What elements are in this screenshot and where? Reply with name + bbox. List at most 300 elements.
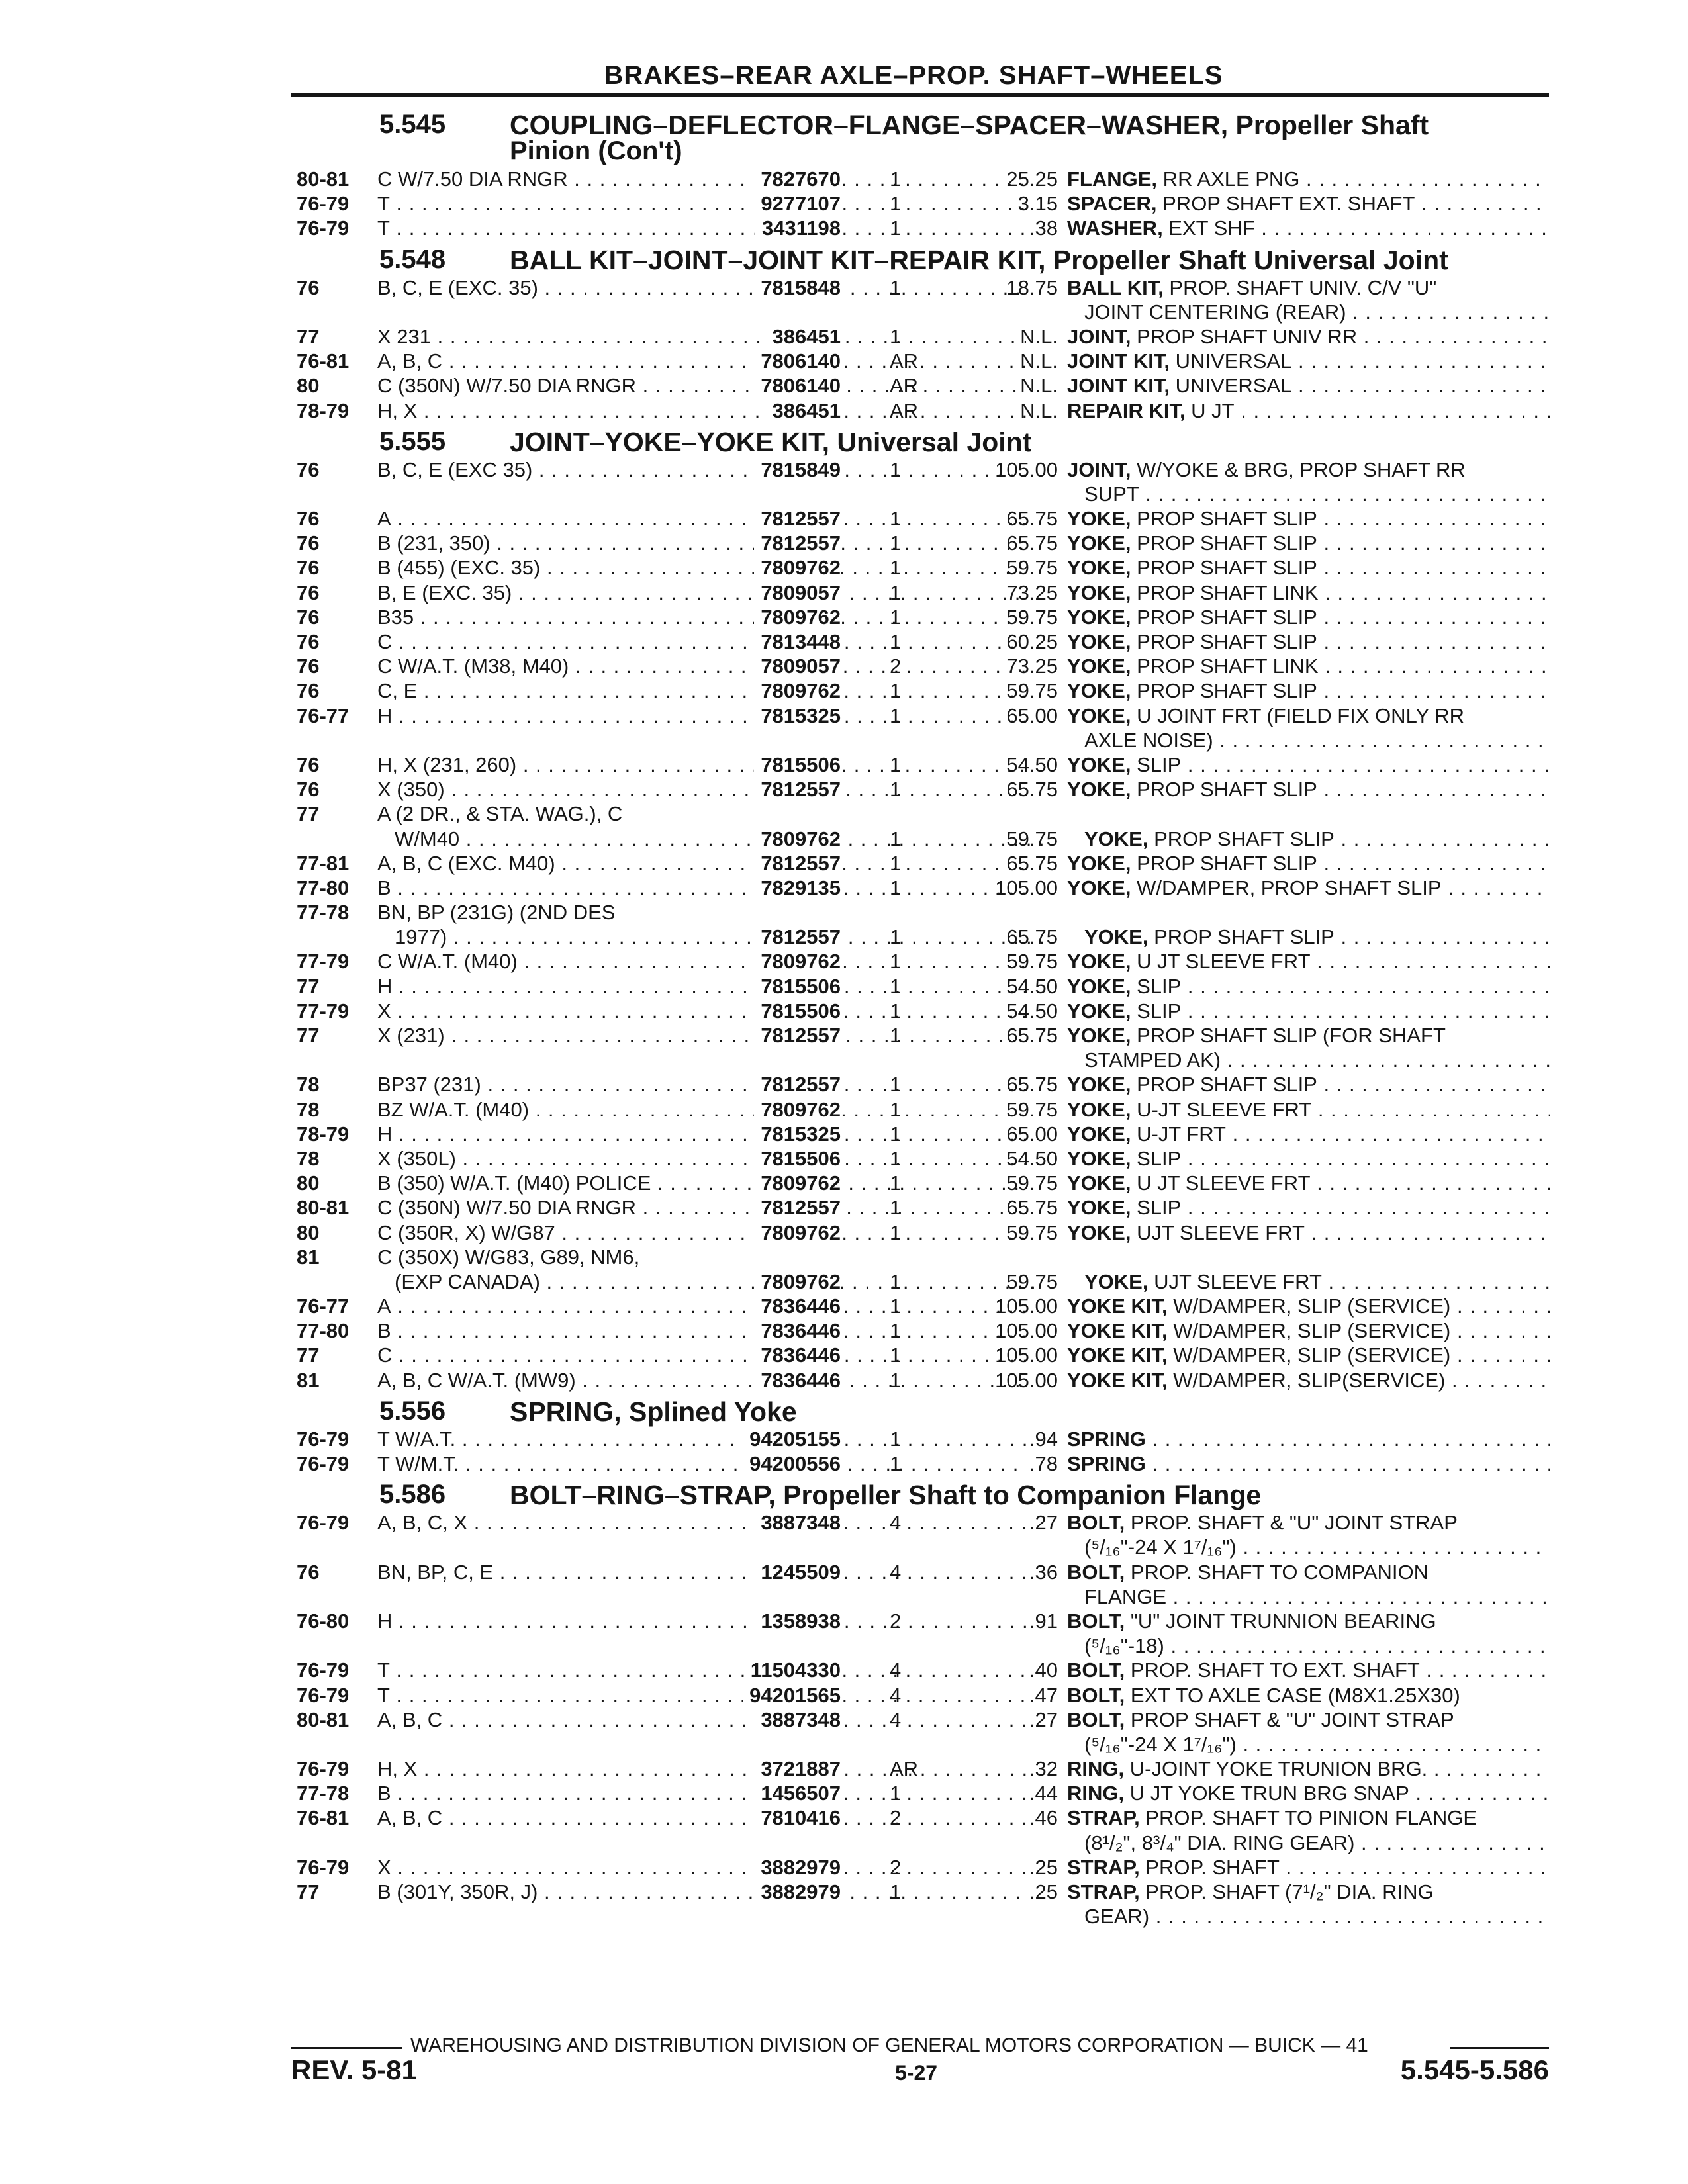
list-item xyxy=(297,1805,1554,1830)
list-item xyxy=(297,1756,1554,1781)
description-keyword: BOLT, xyxy=(1067,1511,1125,1535)
description-text: SUPT xyxy=(1084,482,1139,506)
description-keyword: YOKE, xyxy=(1067,1073,1131,1097)
list-item xyxy=(297,777,1554,801)
section-title-bold: SPRING, xyxy=(510,1396,622,1427)
description-text: STAMPED AK) xyxy=(1084,1048,1221,1072)
section-title-bold: JOINT–YOKE–YOKE KIT, xyxy=(510,426,830,457)
part-description xyxy=(1067,1683,1550,1707)
description-keyword: YOKE, xyxy=(1067,950,1131,974)
model-application: C (350N) W/7.50 DIA RNGR . . . xyxy=(377,373,1026,398)
part-description xyxy=(1084,925,1550,949)
description-keyword: YOKE KIT, xyxy=(1067,1343,1168,1367)
quantity: 2 xyxy=(890,1609,902,1633)
part-description xyxy=(1084,1732,1550,1756)
part-description xyxy=(1067,949,1550,974)
description-keyword: YOKE, xyxy=(1067,630,1131,653)
part-description xyxy=(1067,216,1550,240)
model-year: 76-79 xyxy=(297,1659,350,1682)
description-text: PROP SHAFT SLIP xyxy=(1148,925,1335,949)
part-number: 7809762 xyxy=(754,678,841,703)
footer-division: WAREHOUSING AND DISTRIBUTION DIVISION OF GENERAL MOTORS CORPORATION — BUICK — 41 xyxy=(410,2034,1368,2056)
model-application: T . . . xyxy=(377,1683,1026,1707)
price: 54.50 xyxy=(1006,974,1058,998)
list-item xyxy=(297,1318,1554,1343)
description-keyword: RING, xyxy=(1067,1757,1125,1781)
quantity: 1 xyxy=(890,1368,902,1392)
part-description xyxy=(1067,1220,1550,1245)
list-item xyxy=(297,1707,1554,1732)
model-application: C, E . . . xyxy=(377,678,1026,703)
section-title xyxy=(510,1396,797,1428)
price: .78 xyxy=(1029,1452,1058,1475)
description-text: SLIP xyxy=(1131,752,1182,776)
description-keyword: YOKE, xyxy=(1067,851,1131,875)
description-text: GEAR) xyxy=(1084,1905,1150,1929)
model-year: 77 xyxy=(297,1880,320,1903)
part-description xyxy=(1067,373,1550,398)
model-application: B . . . xyxy=(377,1781,1026,1805)
model-application: 1977) . . . xyxy=(395,925,1043,949)
list-item-continuation xyxy=(297,1633,1554,1658)
list-item-continuation xyxy=(297,1831,1554,1855)
page-number: 5-27 xyxy=(895,2061,938,2085)
part-description xyxy=(1067,1855,1550,1880)
model-year: 76-77 xyxy=(297,1295,350,1318)
description-keyword: YOKE, xyxy=(1067,1171,1131,1195)
model-application: C W/A.T. (M40) . . . xyxy=(377,949,1026,974)
quantity: 1 xyxy=(890,1073,902,1097)
description-keyword: YOKE, xyxy=(1067,1122,1131,1146)
part-number: 7810416 xyxy=(754,1805,841,1830)
model-year: 80-81 xyxy=(297,167,350,191)
model-application: B (455) (EXC. 35) . . . xyxy=(377,555,1026,580)
list-item xyxy=(297,555,1554,580)
description-text: U JT YOKE TRUN BRG SNAP xyxy=(1124,1782,1409,1805)
section-title-rest: Propeller Shaft xyxy=(1228,110,1429,140)
description-text: UNIVERSAL xyxy=(1170,349,1292,373)
list-item-continuation xyxy=(297,1048,1554,1072)
part-number: 7815506 xyxy=(754,1146,841,1171)
description-keyword: YOKE, xyxy=(1067,1146,1131,1170)
description-keyword: YOKE, xyxy=(1067,1220,1131,1244)
model-application: A, B, C (EXC. M40) . . . xyxy=(377,851,1026,876)
quantity: 1 xyxy=(890,1122,902,1146)
quantity: AR xyxy=(890,349,919,373)
model-year: 81 xyxy=(297,1368,320,1392)
description-keyword: YOKE, xyxy=(1067,580,1131,604)
model-year: 77 xyxy=(297,802,320,826)
price: 65.75 xyxy=(1006,1196,1058,1220)
section-title xyxy=(510,427,1031,458)
model-application: T . . . xyxy=(377,216,1026,240)
list-item xyxy=(297,1510,1554,1535)
model-application: H . . . xyxy=(377,974,1026,999)
price: 59.75 xyxy=(1006,679,1058,703)
description-text: PROP. SHAFT & "U" JOINT STRAP xyxy=(1125,1511,1458,1535)
list-item xyxy=(297,1122,1554,1146)
description-keyword: YOKE KIT, xyxy=(1067,1368,1168,1392)
model-year: 80 xyxy=(297,374,320,398)
part-description xyxy=(1067,324,1550,349)
price: .44 xyxy=(1029,1782,1058,1805)
description-keyword: BALL KIT, xyxy=(1067,275,1164,299)
model-year: 76 xyxy=(297,531,320,555)
price: 105.00 xyxy=(995,1319,1058,1343)
section-title xyxy=(510,1480,1261,1511)
price: .25 xyxy=(1029,1880,1058,1903)
list-item-continuation xyxy=(297,925,1554,949)
price: 60.25 xyxy=(1006,630,1058,653)
model-application: C (350N) W/7.50 DIA RNGR . . . xyxy=(377,1195,1026,1220)
part-description xyxy=(1067,531,1550,555)
model-application: H, X . . . xyxy=(377,1756,1026,1781)
part-number: 7829135 xyxy=(754,876,841,900)
quantity: 1 xyxy=(890,630,902,653)
part-number: 3431198 xyxy=(755,216,841,240)
price: 65.75 xyxy=(1006,1024,1058,1047)
quantity: 1 xyxy=(890,192,902,216)
part-number: 7836446 xyxy=(754,1368,841,1392)
price: 65.75 xyxy=(1006,1073,1058,1097)
model-year: 76-79 xyxy=(297,1855,350,1879)
part-description xyxy=(1067,1451,1550,1476)
section-title xyxy=(510,245,1448,276)
description-text: AXLE NOISE) xyxy=(1084,728,1213,752)
description-text: U-JT SLEEVE FRT xyxy=(1131,1097,1312,1121)
part-number: 94201565 xyxy=(743,1683,841,1707)
model-year: 76 xyxy=(297,630,320,653)
list-item xyxy=(297,1560,1554,1584)
part-description xyxy=(1067,1368,1550,1392)
quantity: 1 xyxy=(890,752,902,776)
model-application: X (231) . . . xyxy=(377,1023,1026,1048)
description-keyword: YOKE, xyxy=(1067,974,1131,998)
model-application: B35 . . . xyxy=(377,605,1026,629)
price: 65.75 xyxy=(1006,778,1058,801)
model-year: 76 xyxy=(297,1560,320,1584)
description-text: SLIP xyxy=(1131,974,1182,998)
model-application: B, C, E (EXC. 35) . . . xyxy=(377,275,1026,300)
part-description xyxy=(1067,1756,1550,1781)
price: .36 xyxy=(1029,1560,1058,1584)
list-item xyxy=(297,1097,1554,1122)
part-number: 7815506 xyxy=(754,752,841,777)
description-text: W/DAMPER, SLIP (SERVICE) xyxy=(1167,1343,1451,1367)
price: 59.75 xyxy=(1006,827,1058,850)
part-description xyxy=(1067,1171,1550,1195)
model-year: 78 xyxy=(297,1146,320,1170)
part-description xyxy=(1067,580,1550,605)
part-number: 1245509 xyxy=(754,1560,841,1584)
footer-rule-left xyxy=(291,2047,402,2049)
description-text: (⁵/₁₆"-24 X 1⁷/₁₆") xyxy=(1084,1535,1237,1559)
description-keyword: YOKE, xyxy=(1067,704,1131,727)
model-application: BN, BP (231G) (2ND DES xyxy=(377,901,616,925)
list-item-continuation xyxy=(297,1584,1554,1609)
quantity: 1 xyxy=(890,167,902,191)
description-keyword: STRAP, xyxy=(1067,1806,1140,1830)
part-number: 386451 xyxy=(766,324,841,349)
list-item xyxy=(297,531,1554,555)
model-year: 76 xyxy=(297,679,320,703)
list-item xyxy=(297,1146,1554,1171)
description-text: U JT SLEEVE FRT xyxy=(1131,1171,1311,1195)
list-item xyxy=(297,1294,1554,1318)
part-number: 7809762 xyxy=(754,949,841,974)
part-description xyxy=(1067,777,1550,801)
model-application: A (2 DR., & STA. WAG.), C xyxy=(377,802,623,826)
description-text: PROP SHAFT SLIP xyxy=(1148,827,1335,850)
quantity: 1 xyxy=(890,851,902,875)
list-item xyxy=(297,506,1554,531)
model-application: C W/7.50 DIA RNGR . . . xyxy=(377,167,1026,191)
part-description xyxy=(1084,1269,1550,1294)
section-number: 5.548 xyxy=(379,244,446,274)
model-year: 77-78 xyxy=(297,901,350,925)
model-year: 76-79 xyxy=(297,192,350,216)
model-application: T . . . xyxy=(377,191,1026,216)
model-application: A, B, C W/A.T. (MW9) . . . xyxy=(377,1368,1026,1392)
price: .27 xyxy=(1029,1511,1058,1535)
part-number: 94200556 xyxy=(743,1451,841,1476)
model-application: X . . . xyxy=(377,1855,1026,1880)
price: 54.50 xyxy=(1006,999,1058,1023)
quantity: 2 xyxy=(890,655,902,678)
section-number: 5.556 xyxy=(379,1396,446,1426)
quantity: 1 xyxy=(890,216,902,240)
part-description xyxy=(1067,1805,1550,1830)
model-year: 76-79 xyxy=(297,1757,350,1781)
list-item xyxy=(297,191,1554,216)
section-heading xyxy=(297,1392,1554,1427)
description-keyword: YOKE, xyxy=(1067,531,1131,555)
model-year: 80-81 xyxy=(297,1196,350,1220)
description-keyword: YOKE, xyxy=(1084,1269,1149,1293)
part-number: 1456507 xyxy=(754,1781,841,1805)
part-description xyxy=(1084,300,1550,324)
description-keyword: YOKE KIT, xyxy=(1067,1319,1168,1343)
description-text: PROP SHAFT & "U" JOINT STRAP xyxy=(1125,1707,1454,1731)
part-number: 7815849 xyxy=(754,457,841,482)
model-application: T . . . xyxy=(377,1658,1026,1682)
quantity: 4 xyxy=(890,1683,902,1707)
model-application: B . . . xyxy=(377,876,1026,900)
list-item xyxy=(297,216,1554,240)
page-title: BRAKES–REAR AXLE–PROP. SHAFT–WHEELS xyxy=(604,61,1223,90)
price: 105.00 xyxy=(995,1368,1058,1392)
part-number: 7815506 xyxy=(754,974,841,999)
model-year: 76 xyxy=(297,752,320,776)
quantity: 1 xyxy=(890,1196,902,1220)
quantity: 1 xyxy=(890,556,902,580)
quantity: 1 xyxy=(890,531,902,555)
model-application: X . . . xyxy=(377,999,1026,1023)
price: 59.75 xyxy=(1006,605,1058,629)
model-application: B . . . xyxy=(377,1318,1026,1343)
description-text: (8¹/₂", 8³/₄" DIA. RING GEAR) xyxy=(1084,1831,1355,1854)
list-item xyxy=(297,876,1554,900)
model-application: C . . . xyxy=(377,1343,1026,1367)
part-number: 7809762 xyxy=(754,555,841,580)
list-item xyxy=(297,974,1554,999)
part-number: 7836446 xyxy=(754,1318,841,1343)
part-description xyxy=(1067,605,1550,629)
section-title-bold: COUPLING–DEFLECTOR–FLANGE–SPACER–WASHER, xyxy=(510,110,1229,140)
description-keyword: JOINT, xyxy=(1067,457,1131,481)
quantity: 1 xyxy=(890,1024,902,1047)
model-year: 76 xyxy=(297,457,320,481)
part-description xyxy=(1067,1707,1550,1732)
quantity: 1 xyxy=(890,704,902,727)
quantity: 1 xyxy=(890,974,902,998)
price: .47 xyxy=(1029,1683,1058,1707)
part-number: 3721887 xyxy=(754,1756,841,1781)
list-item xyxy=(297,1781,1554,1805)
model-application: A, B, C . . . xyxy=(377,349,1026,373)
description-keyword: YOKE, xyxy=(1067,556,1131,580)
description-text: PROP. SHAFT TO PINION FLANGE xyxy=(1139,1806,1477,1830)
part-number: 7809762 xyxy=(754,827,841,851)
price: N.L. xyxy=(1020,374,1058,398)
model-application: H, X (231, 260) . . . xyxy=(377,752,1026,777)
description-text: UNIVERSAL xyxy=(1170,374,1292,398)
model-application: A . . . xyxy=(377,1294,1026,1318)
list-item xyxy=(297,373,1554,398)
list-item xyxy=(297,275,1554,300)
model-year: 77-81 xyxy=(297,851,350,875)
list-item xyxy=(297,457,1554,482)
description-keyword: STRAP, xyxy=(1067,1855,1140,1879)
model-year: 76-81 xyxy=(297,349,350,373)
description-text: PROP SHAFT SLIP (FOR SHAFT xyxy=(1131,1024,1446,1047)
price: 59.75 xyxy=(1006,1097,1058,1121)
model-year: 81 xyxy=(297,1245,320,1269)
quantity: 1 xyxy=(890,275,902,299)
description-text: PROP SHAFT SLIP xyxy=(1131,556,1317,580)
list-item xyxy=(297,1023,1554,1048)
description-keyword: WASHER, xyxy=(1067,216,1163,240)
quantity: 1 xyxy=(890,827,902,850)
description-text: SLIP xyxy=(1131,1146,1182,1170)
part-description xyxy=(1067,457,1550,482)
model-application: X (350L) . . . xyxy=(377,1146,1026,1171)
model-application: B, C, E (EXC 35) . . . xyxy=(377,457,1026,482)
part-description xyxy=(1067,1781,1550,1805)
model-application: H . . . xyxy=(377,704,1026,728)
part-number: 94205155 xyxy=(743,1427,841,1451)
part-number: 3882979 xyxy=(754,1880,841,1904)
model-application: BN, BP, C, E . . . xyxy=(377,1560,1026,1584)
model-year: 78-79 xyxy=(297,1122,350,1146)
model-application: T W/A.T. . . . xyxy=(377,1427,1026,1451)
model-application: W/M40 . . . xyxy=(395,827,1043,851)
quantity: 1 xyxy=(890,950,902,974)
part-description xyxy=(1084,1633,1550,1658)
description-keyword: SPRING xyxy=(1067,1452,1146,1475)
part-description xyxy=(1067,999,1550,1023)
description-keyword: FLANGE, xyxy=(1067,167,1158,191)
section-title-bold: BALL KIT–JOINT–JOINT KIT–REPAIR KIT, xyxy=(510,244,1046,275)
price: 65.00 xyxy=(1006,1122,1058,1146)
list-item-continuation xyxy=(297,827,1554,851)
part-number: 7809762 xyxy=(754,1097,841,1122)
description-text: PROP. SHAFT TO COMPANION xyxy=(1125,1560,1429,1584)
model-application: C (350R, X) W/G87 . . . xyxy=(377,1220,1026,1245)
model-year: 76-79 xyxy=(297,216,350,240)
model-application: B (350) W/A.T. (M40) POLICE . . . xyxy=(377,1171,1026,1195)
part-number: 7812557 xyxy=(754,777,841,801)
description-text: U JT xyxy=(1185,398,1235,422)
model-application: H . . . xyxy=(377,1122,1026,1146)
part-number: 7809762 xyxy=(754,605,841,629)
quantity: 1 xyxy=(890,1343,902,1367)
parts-list xyxy=(297,106,1554,1929)
model-year: 80 xyxy=(297,1171,320,1195)
model-application: B, E (EXC. 35) . . . xyxy=(377,580,1026,605)
quantity: 1 xyxy=(890,679,902,703)
part-number: 11504330 xyxy=(744,1658,841,1682)
quantity: 1 xyxy=(890,999,902,1023)
quantity: 1 xyxy=(890,925,902,949)
list-item xyxy=(297,1072,1554,1097)
part-description xyxy=(1067,191,1550,216)
model-application: BP37 (231) . . . xyxy=(377,1072,1026,1097)
quantity: 4 xyxy=(890,1560,902,1584)
model-application: BZ W/A.T. (M40) . . . xyxy=(377,1097,1026,1122)
section-range: 5.545-5.586 xyxy=(1400,2054,1549,2085)
description-text: SLIP xyxy=(1131,999,1182,1023)
model-application: B (301Y, 350R, J) . . . xyxy=(377,1880,1026,1904)
quantity: 1 xyxy=(890,1220,902,1244)
model-application: C W/A.T. (M38, M40) . . . xyxy=(377,654,1026,678)
list-item xyxy=(297,704,1554,728)
part-description xyxy=(1067,349,1550,373)
part-number: 7812557 xyxy=(754,531,841,555)
part-description xyxy=(1084,1584,1550,1609)
description-text: PROP SHAFT SLIP xyxy=(1131,778,1317,801)
quantity: 4 xyxy=(890,1659,902,1682)
description-text: W/YOKE & BRG, PROP SHAFT RR xyxy=(1131,457,1466,481)
description-keyword: YOKE, xyxy=(1067,778,1131,801)
model-year: 77 xyxy=(297,1343,320,1367)
quantity: 1 xyxy=(890,1097,902,1121)
model-year: 77 xyxy=(297,324,320,348)
description-text: W/DAMPER, SLIP (SERVICE) xyxy=(1167,1319,1451,1343)
quantity: 1 xyxy=(890,1427,902,1451)
description-keyword: BOLT, xyxy=(1067,1609,1125,1633)
price: 65.75 xyxy=(1006,507,1058,531)
quantity: 1 xyxy=(890,1171,902,1195)
model-application: B (231, 350) . . . xyxy=(377,531,1026,555)
model-year: 77 xyxy=(297,974,320,998)
description-keyword: REPAIR KIT, xyxy=(1067,398,1186,422)
section-title-rest: Splined Yoke xyxy=(621,1396,797,1427)
part-number: 7815325 xyxy=(754,704,841,728)
quantity: 1 xyxy=(890,1295,902,1318)
section-title-line2: Pinion (Con't) xyxy=(510,136,682,165)
model-year: 77-80 xyxy=(297,1319,350,1343)
quantity: 1 xyxy=(890,1782,902,1805)
part-number: 7806140 xyxy=(754,373,841,398)
description-text: SLIP xyxy=(1131,1196,1182,1220)
part-number: 7809057 xyxy=(754,654,841,678)
price: .94 xyxy=(1029,1427,1058,1451)
description-keyword: YOKE, xyxy=(1067,679,1131,703)
section-title-bold: BOLT–RING–STRAP, xyxy=(510,1480,776,1511)
model-year: 76 xyxy=(297,778,320,801)
model-year: 78 xyxy=(297,1073,320,1097)
